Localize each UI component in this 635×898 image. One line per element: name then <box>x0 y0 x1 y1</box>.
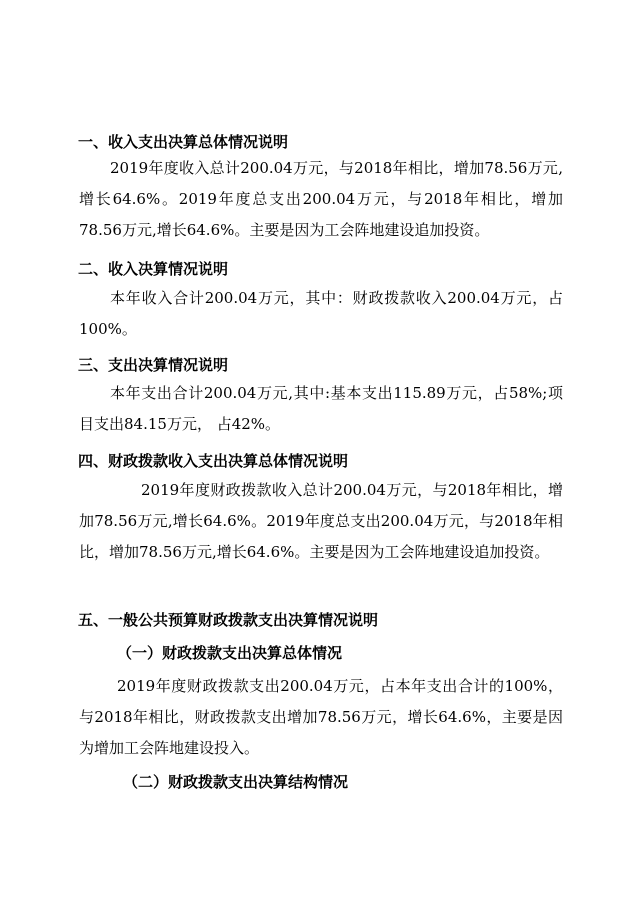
section-3-heading: 三、支出决算情况说明 <box>78 356 229 374</box>
section-2-heading: 二、收入决算情况说明 <box>78 260 229 278</box>
section-4-heading: 四、财政拨款收入支出决算总体情况说明 <box>78 452 349 470</box>
section-5-sub-2-heading: （二）财政拨款支出决算结构情况 <box>123 773 349 791</box>
section-4-body: 2019年度财政拨款收入总计200.04万元，与2018年相比，增加78.56万元,增长64.6%。2019年度总支出200.04万元，与2018年相比，增加78.56万元,增长64.6%。主要是因为工会阵地建设追加投资。 <box>79 481 563 561</box>
section-2-body: 本年收入合计200.04万元，其中：财政拨款收入200.04万元，占100%。 <box>79 289 563 338</box>
section-3-body: 本年支出合计200.04万元,其中:基本支出115.89万元，占58%;项目支出84.15万元， 占42%。 <box>79 384 563 433</box>
section-1-body: 2019年度收入总计200.04万元，与2018年相比，增加78.56万元,增长64.6%。2019年度总支出200.04万元，与2018年相比，增加78.56万元,增长64.6%。主要是因为工会阵地建设追加投资。 <box>79 159 563 239</box>
section-1-heading: 一、收入支出决算总体情况说明 <box>78 133 289 151</box>
section-5-heading: 五、一般公共预算财政拨款支出决算情况说明 <box>78 611 379 629</box>
section-5-sub-1-body: 2019年度财政拨款支出200.04万元，占本年支出合计的100%，与2018年相比，财政拨款支出增加78.56万元，增长64.6%，主要是因为增加工会阵地建设投入。 <box>79 677 563 757</box>
section-5-sub-1-heading: （一）财政拨款支出决算总体情况 <box>117 644 343 662</box>
